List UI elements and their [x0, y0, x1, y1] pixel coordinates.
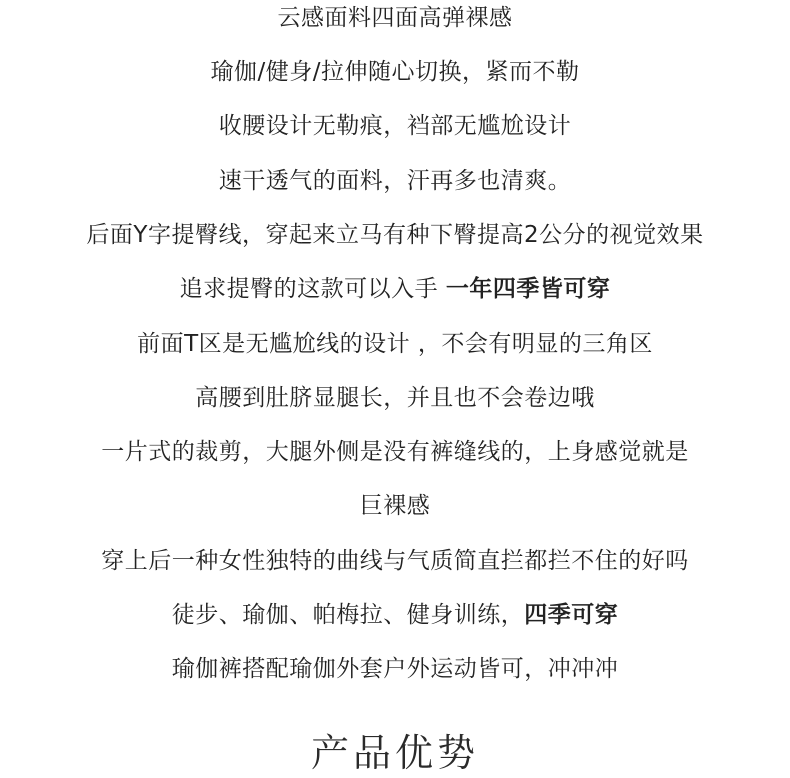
description-line-3: [0, 106, 790, 146]
section-heading: 产品优势: [310, 731, 479, 775]
line-text: 高腰到肚脐显腿长，并且也不会卷边哦: [195, 385, 595, 411]
description-line-6: [0, 269, 790, 309]
description-line-5: [0, 215, 790, 255]
line-text: 追求提臀的这款可以入手: [179, 276, 446, 302]
line-text: 云感面料四面高弹裸感: [277, 5, 513, 31]
description-line-9: [0, 432, 790, 472]
description-line-12: [0, 595, 790, 635]
description-line-11: [0, 541, 790, 581]
line-text: 前面T区是无尴尬线的设计 ，不会有明显的三角区: [137, 331, 653, 357]
description-line-7: [0, 324, 790, 364]
line-text: 收腰设计无勒痕，裆部无尴尬设计: [218, 113, 572, 139]
line-text: 一片式的裁剪，大腿外侧是没有裤缝线的，上身感觉就是: [101, 439, 689, 465]
description-line-2: [0, 52, 790, 92]
line-text: 瑜伽裤搭配瑜伽外套户外运动皆可，冲冲冲: [171, 656, 619, 682]
description-line-10: [0, 486, 790, 526]
line-text: 后面Y字提臀线，穿起来立马有种下臀提高2公分的视觉效果: [86, 222, 704, 248]
line-highlight: 一年四季皆可穿: [445, 276, 611, 302]
line-highlight: 四季可穿: [524, 602, 619, 628]
description-line-1: [0, 0, 790, 38]
line-text: 穿上后一种女性独特的曲线与气质简直拦都拦不住的好吗: [101, 548, 689, 574]
line-text: 速干透气的面料，汗再多也清爽。: [218, 168, 572, 194]
description-line-13: [0, 649, 790, 689]
description-line-4: [0, 161, 790, 201]
line-text: 徒步、瑜伽、帕梅拉、健身训练，: [171, 602, 525, 628]
description-line-8: [0, 378, 790, 418]
line-text: 瑜伽/健身/拉伸随心切换，紧而不勒: [210, 59, 580, 85]
line-text: 巨裸感: [359, 493, 431, 519]
